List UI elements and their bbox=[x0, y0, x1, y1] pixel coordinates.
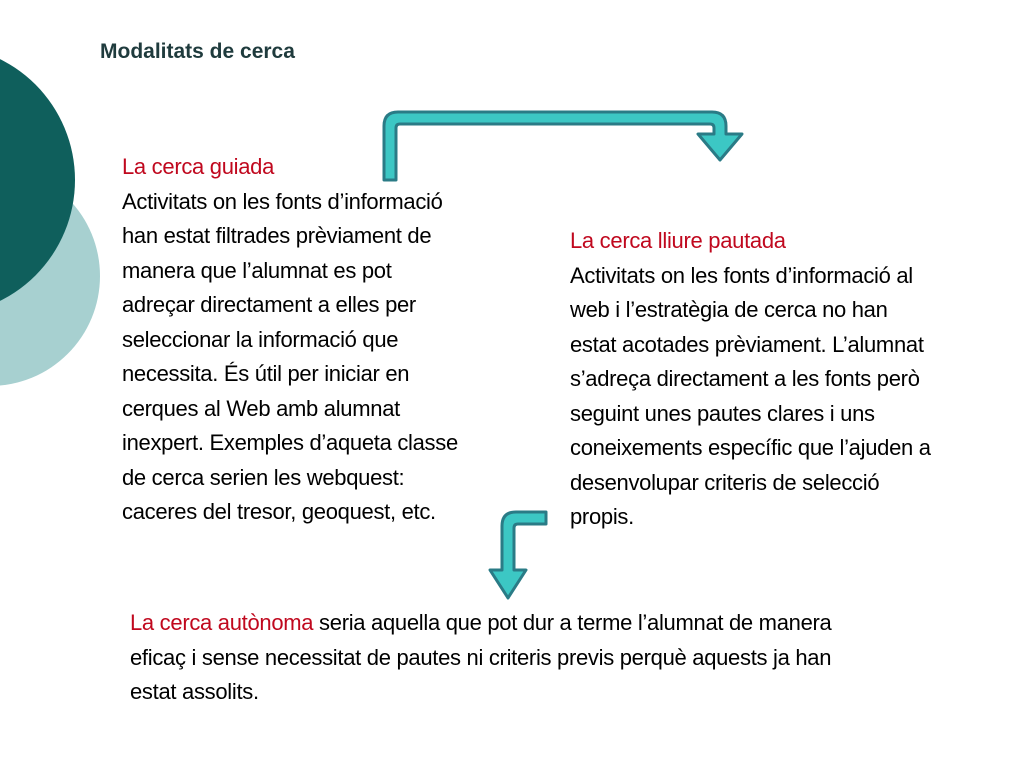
text-line: Activitats on les fonts d’informació bbox=[122, 188, 443, 214]
autonomous-search-heading: La cerca autònoma bbox=[130, 610, 314, 635]
text-line: desenvolupar criteris de selecció bbox=[570, 469, 880, 495]
text-line: inexpert. Exemples d’aqueta classe bbox=[122, 430, 458, 455]
text-line: manera que l’alumnat es pot bbox=[122, 257, 392, 283]
text-line: propis. bbox=[570, 504, 634, 529]
guided-search-block bbox=[122, 150, 502, 530]
guided-search-heading: La cerca guiada bbox=[122, 154, 275, 179]
autonomous-search-block bbox=[130, 606, 950, 710]
text-line: de cerca serien les webquest: bbox=[122, 464, 405, 490]
text-line bbox=[130, 606, 950, 641]
text-line: adreçar directament a elles per bbox=[122, 292, 416, 317]
text-fragment: seria aquella que pot dur a terme l’alumnat de manera bbox=[313, 610, 832, 635]
text-line: eficaç i sense necessitat de pautes ni criteris previs perquè aquests ja han bbox=[130, 644, 832, 670]
text-line: caceres del tresor, geoquest, etc. bbox=[122, 499, 436, 524]
text-line: estat acotades prèviament. L’alumnat bbox=[570, 331, 924, 357]
text-line: necessita. És útil per iniciar en bbox=[122, 361, 410, 386]
decorative-circles bbox=[0, 0, 110, 420]
text-line: cerques al Web amb alumnat bbox=[122, 395, 400, 421]
text-line: web i l’estratègia de cerca no han bbox=[570, 297, 888, 322]
text-line: seguint unes pautes clares i uns bbox=[570, 400, 875, 426]
free-guided-search-heading: La cerca lliure pautada bbox=[570, 228, 786, 253]
text-line: coneixements específic que l’ajuden a bbox=[570, 435, 931, 460]
text-line: s’adreça directament a les fonts però bbox=[570, 366, 920, 391]
free-guided-search-block bbox=[570, 224, 990, 535]
text-line: han estat filtrades prèviament de bbox=[122, 223, 432, 248]
slide-title: Modalitats de cerca bbox=[100, 40, 295, 63]
text-line: Activitats on les fonts d’informació al bbox=[570, 262, 913, 288]
text-line: seleccionar la informació que bbox=[122, 326, 399, 352]
text-line: estat assolits. bbox=[130, 679, 259, 704]
